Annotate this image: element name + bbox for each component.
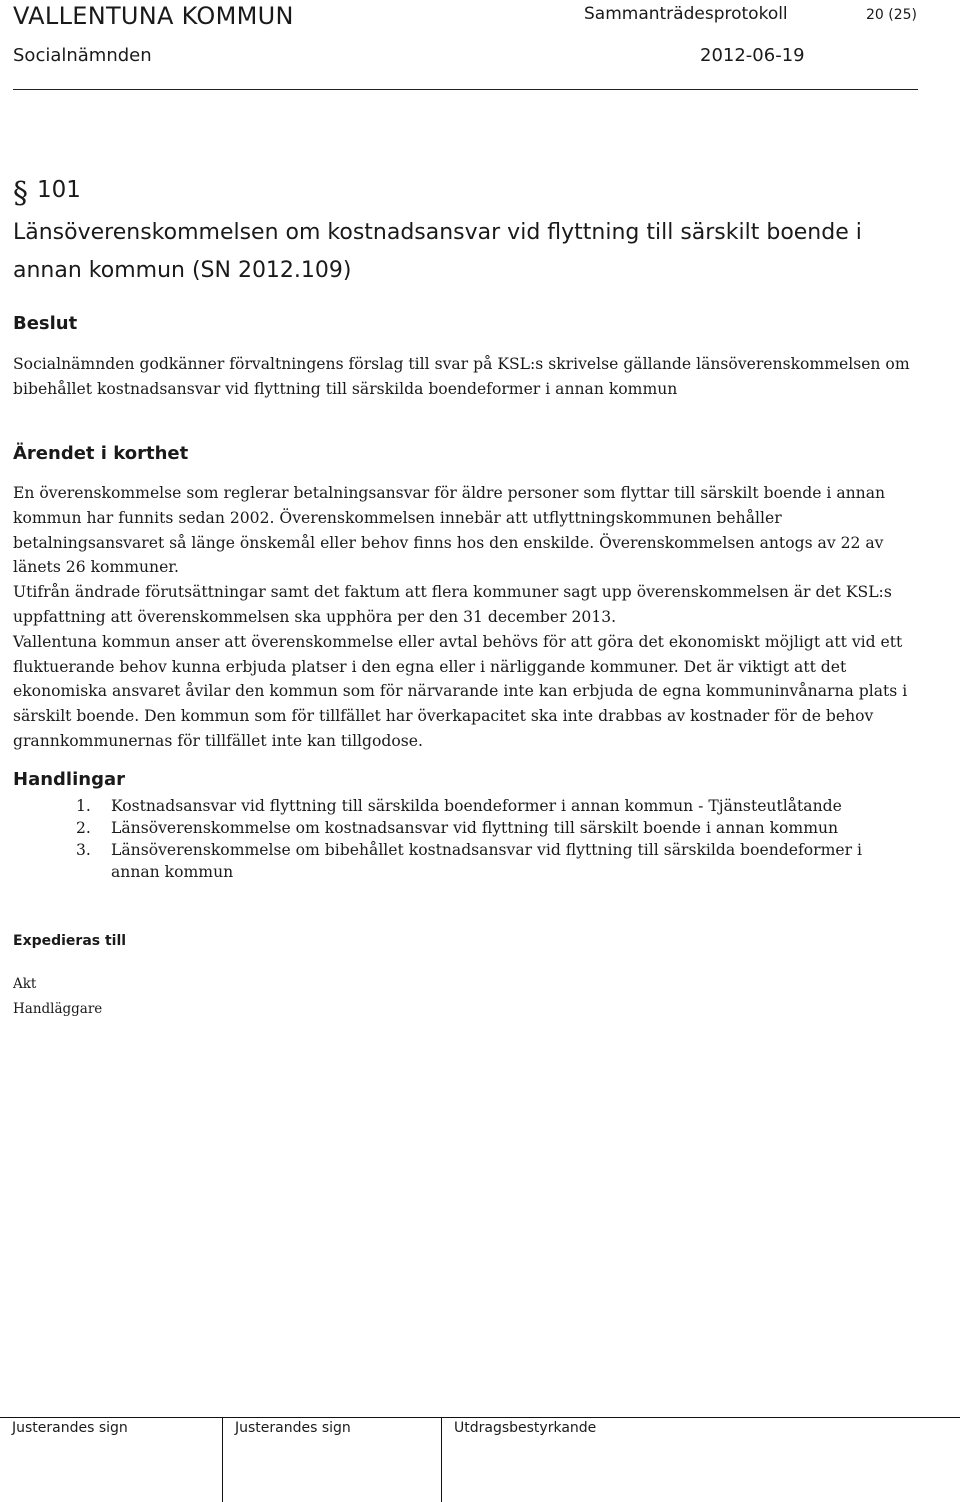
summary-paragraph: Vallentuna kommun anser att överenskommelse eller avtal behövs för att göra det ekonomiskt möjligt att vid ett fluktuerande behov kunna erbjuda platser i den egna eller i närliggande kommuner. Det är viktigt att det ekonomiska ansvaret åvilar den kommun som för närvarande inte kan erbjuda de egna kommuninvånarna plats i särskilt boende. Den kommun som för tillfället har överkapacitet ska inte drabbas av kostnader för de behov grannkommunernas för tillfället inte kan tillgodose. <box>13 632 908 750</box>
signature-box <box>0 1417 222 1502</box>
recipient-item: Handläggare <box>13 1001 103 1017</box>
summary-paragraph: Utifrån ändrade förutsättningar samt det faktum att flera kommuner sagt upp överenskommelsen är det KSL:s uppfattning att överenskommelsen ska upphöra per den 31 december 2013. <box>13 583 892 626</box>
distribution-heading: Expedieras till <box>13 933 127 949</box>
list-item-text: Kostnadsansvar vid flyttning till särskilda boendeformer i annan kommun - Tjänsteutlåtande <box>111 797 842 815</box>
documents-list <box>13 795 913 883</box>
list-item-number: 2. <box>76 819 91 837</box>
header-divider <box>13 89 918 90</box>
signature-label: Justerandes sign <box>235 1420 351 1436</box>
signature-label: Justerandes sign <box>12 1420 128 1436</box>
document-type: Sammanträdesprotokoll <box>584 4 788 24</box>
list-item <box>13 817 913 839</box>
page-header <box>13 2 920 32</box>
certification-label: Utdragsbestyrkande <box>454 1420 597 1436</box>
paragraph-number: 101 <box>37 177 81 203</box>
summary-paragraph: En överenskommelse som reglerar betalningsansvar för äldre personer som flyttar till särskilt boende i annan kommun har funnits sedan 2002. Överenskommelsen innebär att utflyttningskommunen behåller betalningsansvaret så länge önskemål eller behov finns hos den enskilde. Överenskommelsen antogs av 22 av länets 26 kommuner. <box>13 484 886 577</box>
list-item-text: Länsöverenskommelse om kostnadsansvar vid flyttning till särskilt boende i annan kommun <box>111 819 839 837</box>
list-item-number: 3. <box>76 841 91 859</box>
list-item <box>13 839 913 883</box>
organization-name: VALLENTUNA KOMMUN <box>13 2 294 30</box>
summary-heading: Ärendet i korthet <box>13 443 189 464</box>
signature-box <box>222 1417 441 1502</box>
documents-heading: Handlingar <box>13 769 125 790</box>
list-item <box>13 795 913 817</box>
certification-box <box>441 1417 960 1502</box>
page-number: 20 (25) <box>866 7 918 23</box>
decision-text: Socialnämnden godkänner förvaltningens förslag till svar på KSL:s skrivelse gällande länsöverenskommelsen om bibehållet kostnadsansvar vid flyttning till särskilda boendeformer i annan kommun <box>13 355 910 398</box>
paragraph-sign: § <box>13 176 28 211</box>
meeting-date: 2012-06-19 <box>700 45 805 66</box>
summary-body <box>13 481 913 754</box>
decision-heading: Beslut <box>13 313 78 334</box>
list-item-number: 1. <box>76 797 91 815</box>
section-title: Länsöverenskommelsen om kostnadsansvar vid flyttning till särskilt boende i annan kommun (SN 2012.109) <box>13 220 862 283</box>
list-item-text: Länsöverenskommelse om bibehållet kostnadsansvar vid flyttning till särskilda boendeformer i annan kommun <box>111 841 863 881</box>
page-subheader <box>13 45 920 71</box>
recipient-item: Akt <box>13 976 37 992</box>
board-name: Socialnämnden <box>13 45 152 66</box>
